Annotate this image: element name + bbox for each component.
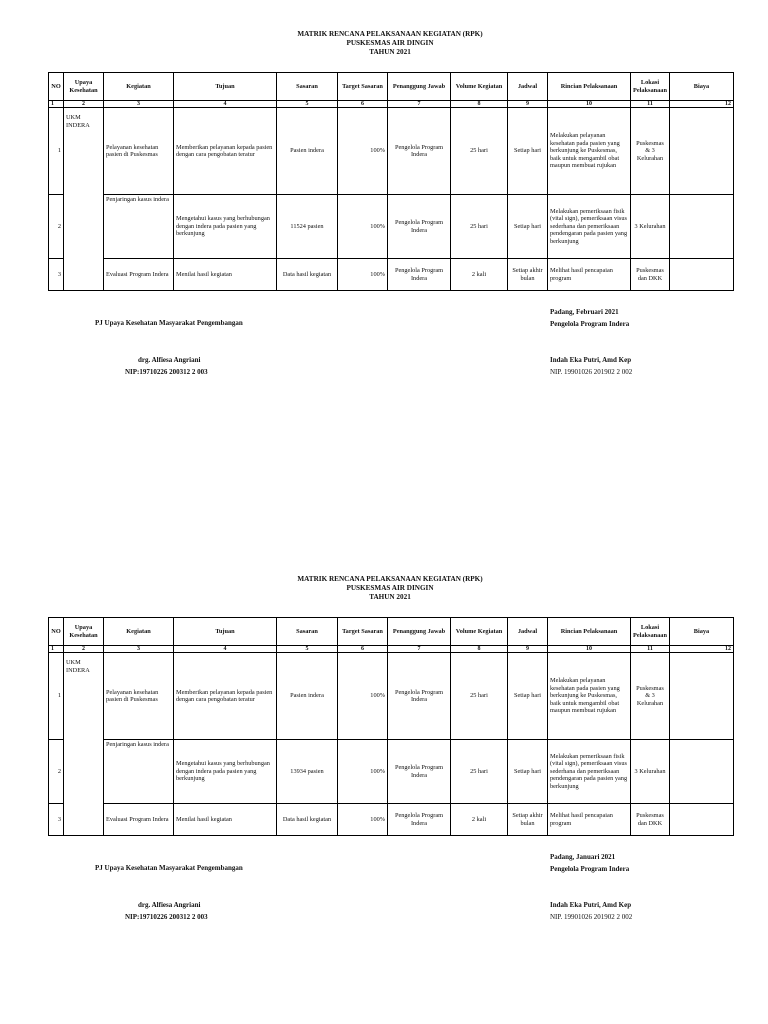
column-number: 2 — [64, 646, 104, 653]
jadwal-cell: Setiap akhir bulan — [508, 259, 548, 291]
column-number: 11 — [631, 101, 670, 108]
place-date: Padang, Januari 2021 — [550, 853, 616, 861]
header-biaya: Biaya — [670, 618, 734, 646]
column-number: 4 — [174, 101, 277, 108]
header-target-sasaran: Target Sasaran — [338, 73, 388, 101]
column-number: 7 — [388, 646, 451, 653]
header-jadwal: Jadwal — [508, 618, 548, 646]
table-row — [49, 653, 734, 740]
document-title: MATRIK RENCANA PELAKSANAAN KEGIATAN (RPK) — [297, 30, 483, 38]
left-signer-name: drg. Alfiesa Angriani — [138, 356, 201, 364]
year-title: TAHUN 2021 — [369, 593, 411, 601]
kegiatan-cell: Evaluasi Program Indera — [104, 804, 174, 836]
biaya-cell — [670, 740, 734, 804]
kegiatan-cell: Penjaringan kasus indera — [104, 740, 174, 804]
biaya-cell — [670, 259, 734, 291]
row-no: 3 — [49, 804, 64, 836]
biaya-cell — [670, 804, 734, 836]
column-number: 11 — [631, 646, 670, 653]
tujuan-cell: Memberikan pelayanan kepada pasien dengan cara pengobatan teratur — [174, 108, 277, 195]
column-number: 2 — [64, 101, 104, 108]
header-volume-kegiatan: Volume Kegiatan — [451, 618, 508, 646]
upaya-kesehatan-label: UKM INDERA — [66, 114, 90, 129]
column-number: 4 — [174, 646, 277, 653]
lokasi-cell: Puskesmas dan DKK — [631, 804, 670, 836]
document-title: MATRIK RENCANA PELAKSANAAN KEGIATAN (RPK) — [297, 575, 483, 583]
jadwal-cell: Setiap hari — [508, 195, 548, 259]
table-row — [49, 195, 734, 259]
sasaran-cell: 11524 pasien — [277, 195, 338, 259]
header-kegiatan: Kegiatan — [104, 73, 174, 101]
column-number: 8 — [451, 101, 508, 108]
column-number-row — [49, 101, 734, 108]
rpk-table — [48, 617, 734, 836]
penanggung-jawab-cell: Pengelola Program Indera — [388, 653, 451, 740]
biaya-cell — [670, 653, 734, 740]
left-signer-nip: NIP:19710226 200312 2 003 — [125, 368, 208, 376]
left-signer-role: PJ Upaya Kesehatan Masyarakat Pengembangan — [95, 864, 243, 872]
rincian-cell: Melakukan pelayanan kesehatan pada pasien yang berkunjung ke Puskesmas, baik untuk mengambil obat maupun membuat rujukan — [548, 108, 631, 195]
header-penanggung-jawab: Penanggung Jawab — [388, 73, 451, 101]
row-no: 1 — [49, 108, 64, 195]
biaya-cell — [670, 195, 734, 259]
header-volume-kegiatan: Volume Kegiatan — [451, 73, 508, 101]
column-number: 3 — [104, 646, 174, 653]
right-signer-name: Indah Eka Putri, Amd Kep — [550, 901, 632, 909]
volume-cell: 2 kali — [451, 804, 508, 836]
column-number: 5 — [277, 101, 338, 108]
rincian-cell: Melihat hasil pencapaian program — [548, 259, 631, 291]
organization-title: PUSKESMAS AIR DINGIN — [346, 584, 434, 592]
target-cell: 100% — [338, 653, 388, 740]
column-number: 1 — [49, 101, 64, 108]
header-penanggung-jawab: Penanggung Jawab — [388, 618, 451, 646]
right-signer-nip: NIP. 19901026 201902 2 002 — [550, 368, 633, 376]
header-lokasi-pelaksanaan: Lokasi Pelaksanaan — [631, 618, 670, 646]
left-signer-role: PJ Upaya Kesehatan Masyarakat Pengembangan — [95, 319, 243, 327]
year-title: TAHUN 2021 — [369, 48, 411, 56]
kegiatan-cell: Penjaringan kasus indera — [104, 195, 174, 259]
row-no: 3 — [49, 259, 64, 291]
column-number: 12 — [670, 646, 734, 653]
column-number: 10 — [548, 101, 631, 108]
column-number: 1 — [49, 646, 64, 653]
lokasi-cell: 3 Kelurahan — [631, 740, 670, 804]
right-signer-nip: NIP. 19901026 201902 2 002 — [550, 913, 633, 921]
column-number: 5 — [277, 646, 338, 653]
header-upaya-kesehatan: Upaya Kesehatan — [64, 73, 104, 101]
rincian-cell: Melakukan pelayanan kesehatan pada pasien yang berkunjung ke Puskesmas, baik untuk mengambil obat maupun membuat rujukan — [548, 653, 631, 740]
table-row — [49, 804, 734, 836]
volume-cell: 25 hari — [451, 195, 508, 259]
biaya-cell — [670, 108, 734, 195]
tujuan-cell: Mengetahui kasus yang berhubungan dengan indera pada pasien yang berkunjung — [174, 740, 277, 804]
kegiatan-cell: Pelayanan kesehatan pasien di Puskesmas — [104, 108, 174, 195]
column-number: 9 — [508, 646, 548, 653]
rincian-cell: Melakukan pemeriksaan fisik (vital sign), pemeriksaan visus sederhana dan pemeriksaan pendengaran pada pasien yang berkunjung — [548, 195, 631, 259]
header-tujuan: Tujuan — [174, 618, 277, 646]
sasaran-cell: Pasien indera — [277, 653, 338, 740]
header-sasaran: Sasaran — [277, 618, 338, 646]
column-number: 3 — [104, 101, 174, 108]
volume-cell: 2 kali — [451, 259, 508, 291]
header-lokasi-pelaksanaan: Lokasi Pelaksanaan — [631, 73, 670, 101]
header-target-sasaran: Target Sasaran — [338, 618, 388, 646]
row-no: 1 — [49, 653, 64, 740]
target-cell: 100% — [338, 108, 388, 195]
jadwal-cell: Setiap hari — [508, 108, 548, 195]
tujuan-cell: Menilai hasil kegiatan — [174, 259, 277, 291]
column-number-row — [49, 646, 734, 653]
lokasi-cell: 3 Kelurahan — [631, 195, 670, 259]
right-signer-role: Pengelola Program Indera — [550, 865, 630, 873]
penanggung-jawab-cell: Pengelola Program Indera — [388, 804, 451, 836]
column-number: 10 — [548, 646, 631, 653]
header-rincian-pelaksanaan: Rincian Pelaksanaan — [548, 618, 631, 646]
right-signer-name: Indah Eka Putri, Amd Kep — [550, 356, 632, 364]
rincian-cell: Melakukan pemeriksaan fisik (vital sign), pemeriksaan visus sederhana dan pemeriksaan pendengaran pada pasien yang berkunjung — [548, 740, 631, 804]
upaya-kesehatan-label: UKM INDERA — [66, 659, 90, 674]
jadwal-cell: Setiap akhir bulan — [508, 804, 548, 836]
column-number: 8 — [451, 646, 508, 653]
sasaran-cell: 13934 pasien — [277, 740, 338, 804]
header-tujuan: Tujuan — [174, 73, 277, 101]
target-cell: 100% — [338, 804, 388, 836]
column-number: 12 — [670, 101, 734, 108]
sasaran-cell: Pasien indera — [277, 108, 338, 195]
upaya-kesehatan-cell — [64, 108, 104, 291]
header-sasaran: Sasaran — [277, 73, 338, 101]
kegiatan-cell: Evaluasi Program Indera — [104, 259, 174, 291]
row-no: 2 — [49, 740, 64, 804]
column-number: 9 — [508, 101, 548, 108]
volume-cell: 25 hari — [451, 653, 508, 740]
column-number: 6 — [338, 101, 388, 108]
header-biaya: Biaya — [670, 73, 734, 101]
header-rincian-pelaksanaan: Rincian Pelaksanaan — [548, 73, 631, 101]
tujuan-cell: Memberikan pelayanan kepada pasien dengan cara pengobatan teratur — [174, 653, 277, 740]
left-signer-name: drg. Alfiesa Angriani — [138, 901, 201, 909]
right-signer-role: Pengelola Program Indera — [550, 320, 630, 328]
target-cell: 100% — [338, 195, 388, 259]
table-row — [49, 740, 734, 804]
sasaran-cell: Data hasil kegiatan — [277, 259, 338, 291]
lokasi-cell: Puskesmas dan DKK — [631, 259, 670, 291]
lokasi-cell: Puskesmas & 3 Kelurahan — [631, 653, 670, 740]
header-upaya-kesehatan: Upaya Kesehatan — [64, 618, 104, 646]
lokasi-cell: Puskesmas & 3 Kelurahan — [631, 108, 670, 195]
target-cell: 100% — [338, 740, 388, 804]
penanggung-jawab-cell: Pengelola Program Indera — [388, 259, 451, 291]
tujuan-cell: Mengetahui kasus yang berhubungan dengan indera pada pasien yang berkunjung — [174, 195, 277, 259]
table-row — [49, 259, 734, 291]
header-no: NO — [49, 618, 64, 646]
rpk-table — [48, 72, 734, 291]
table-header-row — [49, 618, 734, 646]
target-cell: 100% — [338, 259, 388, 291]
sasaran-cell: Data hasil kegiatan — [277, 804, 338, 836]
column-number: 7 — [388, 101, 451, 108]
table-header-row — [49, 73, 734, 101]
header-no: NO — [49, 73, 64, 101]
tujuan-cell: Menilai hasil kegiatan — [174, 804, 277, 836]
kegiatan-cell: Pelayanan kesehatan pasien di Puskesmas — [104, 653, 174, 740]
jadwal-cell: Setiap hari — [508, 740, 548, 804]
column-number: 6 — [338, 646, 388, 653]
penanggung-jawab-cell: Pengelola Program Indera — [388, 108, 451, 195]
left-signer-nip: NIP:19710226 200312 2 003 — [125, 913, 208, 921]
jadwal-cell: Setiap hari — [508, 653, 548, 740]
penanggung-jawab-cell: Pengelola Program Indera — [388, 195, 451, 259]
penanggung-jawab-cell: Pengelola Program Indera — [388, 740, 451, 804]
upaya-kesehatan-cell — [64, 653, 104, 836]
volume-cell: 25 hari — [451, 108, 508, 195]
table-row — [49, 108, 734, 195]
row-no: 2 — [49, 195, 64, 259]
organization-title: PUSKESMAS AIR DINGIN — [346, 39, 434, 47]
volume-cell: 25 hari — [451, 740, 508, 804]
header-kegiatan: Kegiatan — [104, 618, 174, 646]
place-date: Padang, Februari 2021 — [550, 308, 619, 316]
header-jadwal: Jadwal — [508, 73, 548, 101]
rincian-cell: Melihat hasil pencapaian program — [548, 804, 631, 836]
